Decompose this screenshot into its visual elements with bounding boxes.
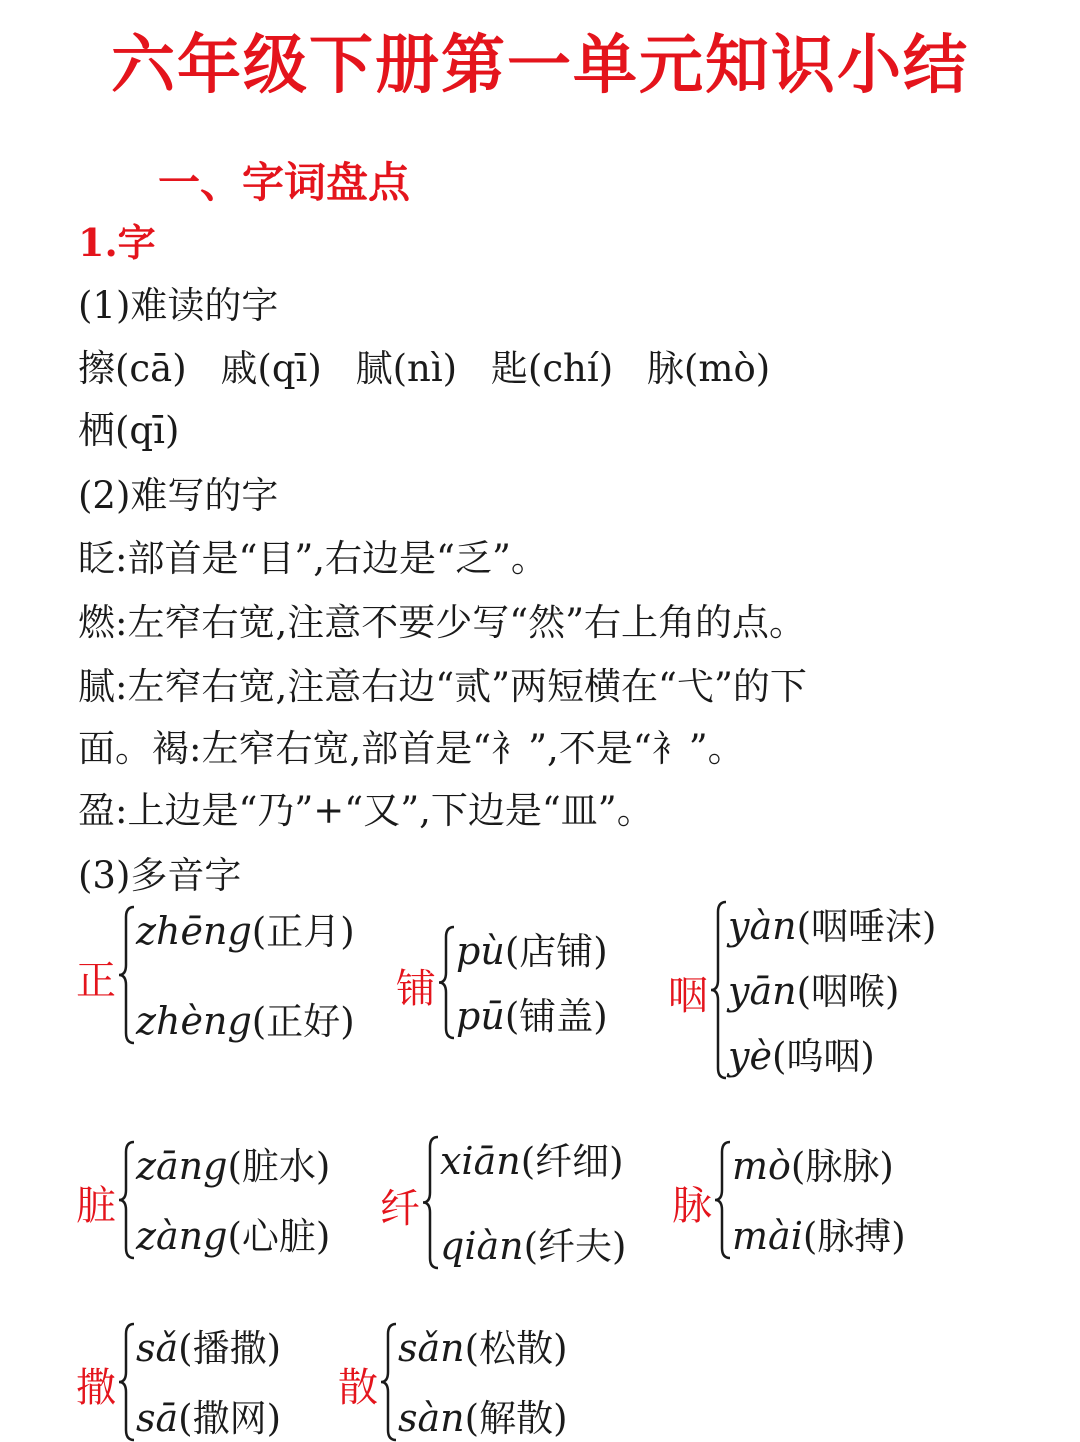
hard-write-line: 眨:部首是“目”,右边是“乏”。	[78, 537, 548, 580]
polyphonic-group	[380, 1135, 710, 1270]
pinyin: sǎn	[398, 1326, 465, 1370]
polyphonic-reading	[136, 1206, 330, 1260]
curly-brace	[436, 925, 458, 1040]
curly-brace	[116, 905, 138, 1045]
polyphonic-reading	[136, 991, 355, 1045]
polyphonic-char: 咽	[668, 973, 708, 1019]
hard-read-heading: (1)难读的字	[78, 284, 279, 327]
curly-brace	[708, 900, 730, 1080]
example-word: (解散)	[464, 1397, 568, 1440]
hard-write-line: 面。褐:左窄右宽,部首是“衤”,不是“衤”。	[78, 727, 745, 770]
subsection-heading: 1.字	[78, 220, 156, 265]
example-word: (心脏)	[227, 1215, 331, 1258]
hard-read-item: 栖(qī)	[78, 409, 180, 452]
pinyin: sā	[136, 1396, 179, 1440]
hard-write-line: 腻:左窄右宽,注意右边“贰”两短横在“弋”的下	[78, 665, 807, 708]
example-word: (松散)	[464, 1327, 568, 1370]
polyphonic-group	[338, 1322, 668, 1442]
pinyin: zhēng	[136, 909, 252, 953]
example-word: (撒网)	[178, 1397, 282, 1440]
polyphonic-group	[672, 1140, 1002, 1260]
example-word: (店铺)	[504, 930, 608, 973]
pinyin: sǎ	[136, 1326, 179, 1370]
hard-write-line: 盈:上边是“乃”+“又”,下边是“皿”。	[78, 789, 654, 832]
pinyin: mò	[732, 1144, 791, 1188]
pinyin: xiān	[440, 1139, 521, 1183]
polyphonic-group	[76, 1140, 406, 1260]
example-word: (脏水)	[227, 1145, 331, 1188]
hard-read-item: 脉(mò)	[646, 347, 771, 390]
polyphonic-reading	[732, 1206, 906, 1260]
hard-write-line: 燃:左窄右宽,注意不要少写“然”右上角的点。	[78, 601, 807, 644]
pinyin: pū	[456, 994, 505, 1038]
polyphonic-reading	[398, 1318, 568, 1372]
hard-read-line-1	[78, 338, 770, 392]
polyphonic-reading	[456, 986, 608, 1040]
hard-read-item: 擦(cā)	[78, 347, 187, 390]
example-word: (纤细)	[520, 1140, 624, 1183]
hard-read-item: 腻(nì)	[355, 347, 458, 390]
pinyin: zhèng	[136, 999, 252, 1043]
curly-brace	[420, 1135, 442, 1270]
hard-read-item: 戚(qī)	[220, 347, 322, 390]
pinyin: yè	[728, 1034, 772, 1078]
hard-read-item: 匙(chí)	[490, 347, 614, 390]
polyphonic-char: 撒	[76, 1365, 116, 1411]
example-word: (纤夫)	[523, 1225, 627, 1268]
hard-read-line-2	[78, 400, 179, 454]
example-word: (铺盖)	[504, 995, 608, 1038]
pinyin: sàn	[398, 1396, 465, 1440]
polyphonic-reading	[440, 1216, 626, 1270]
example-word: (正好)	[251, 1000, 355, 1043]
example-word: (正月)	[251, 910, 355, 953]
example-word: (播撒)	[178, 1327, 282, 1370]
example-word: (脉搏)	[802, 1215, 906, 1258]
polyphonic-char: 脏	[76, 1183, 116, 1229]
polyphonic-char: 脉	[672, 1183, 712, 1229]
pinyin: yàn	[728, 904, 797, 948]
polyphonic-reading	[732, 1136, 894, 1190]
polyphonic-reading	[136, 1388, 281, 1442]
curly-brace	[116, 1322, 138, 1442]
pinyin: zàng	[136, 1214, 228, 1258]
page-title: 六年级下册第一单元知识小结	[111, 29, 969, 103]
polyphonic-heading: (3)多音字	[78, 854, 242, 897]
polyphonic-char: 铺	[396, 965, 436, 1012]
polyphonic-reading	[440, 1131, 624, 1185]
polyphonic-reading	[728, 1026, 875, 1080]
example-word: (呜咽)	[771, 1035, 875, 1078]
example-word: (脉脉)	[790, 1145, 894, 1188]
example-word: (咽喉)	[796, 970, 900, 1013]
polyphonic-reading	[136, 901, 355, 955]
polyphonic-char: 纤	[380, 1185, 420, 1232]
polyphonic-char: 正	[76, 958, 116, 1004]
polyphonic-reading	[136, 1136, 330, 1190]
polyphonic-reading	[398, 1388, 568, 1442]
pinyin: mài	[732, 1214, 803, 1258]
polyphonic-reading	[728, 961, 899, 1015]
pinyin: yān	[728, 969, 797, 1013]
polyphonic-reading	[136, 1318, 281, 1372]
hard-write-heading: (2)难写的字	[78, 474, 279, 517]
example-word: (咽唾沫)	[796, 905, 937, 948]
polyphonic-group	[668, 900, 998, 1080]
polyphonic-char: 散	[338, 1365, 378, 1411]
curly-brace	[116, 1140, 138, 1260]
curly-brace	[378, 1322, 400, 1442]
section-heading: 一、字词盘点	[158, 158, 411, 207]
curly-brace	[712, 1140, 734, 1260]
pinyin: pù	[456, 929, 505, 973]
polyphonic-group	[76, 905, 406, 1045]
polyphonic-reading	[456, 921, 608, 975]
pinyin: qiàn	[440, 1224, 524, 1268]
pinyin: zāng	[136, 1144, 228, 1188]
polyphonic-reading	[728, 896, 936, 950]
